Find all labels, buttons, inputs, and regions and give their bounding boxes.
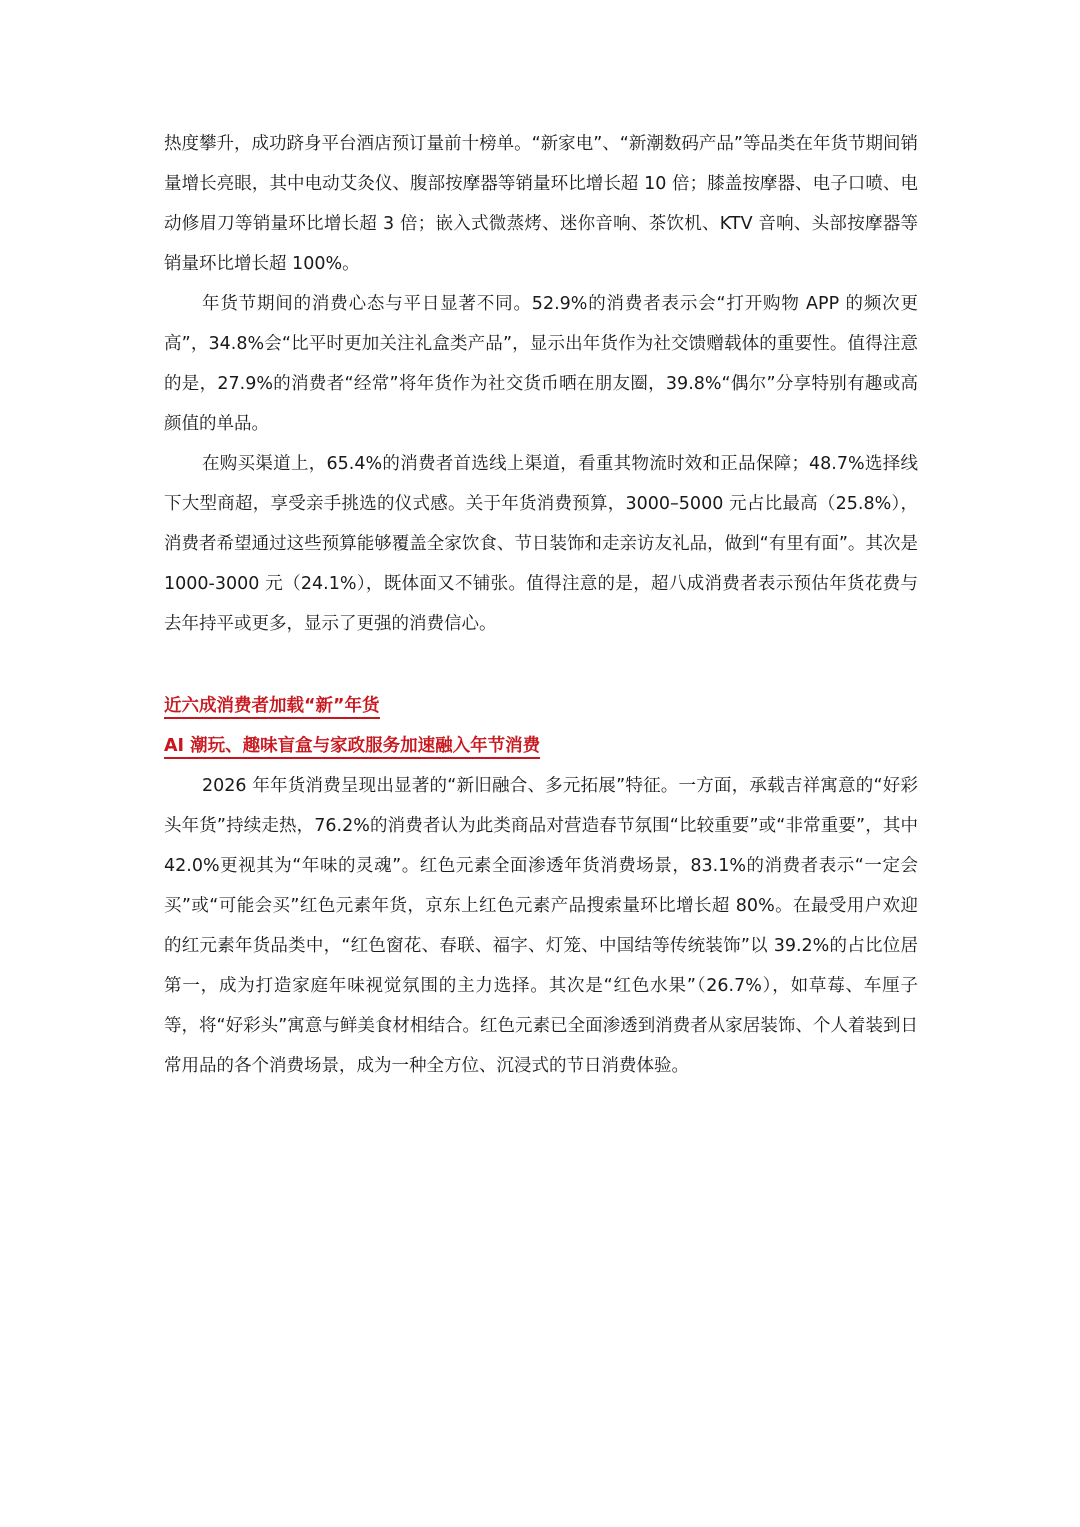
article-body [164,124,918,1086]
paragraph-new-year-goods-trend: 2026 年年货消费呈现出显著的“新旧融合、多元拓展”特征。一方面，承载吉祥寓意的“好彩头年货”持续走热，76.2%的消费者认为此类商品对营造春节氛围“比较重要”或“非常重要”，其中 42.0%更视其为“年味的灵魂”。红色元素全面渗透年货消费场景，83.1%的消费者表示“一定会买”或“可能会买”红色元素年货，京东上红色元素产品搜索量环比增长超 80%。在最受用户欢迎的红元素年货品类中，“红色窗花、春联、福字、灯笼、中国结等传统装饰”以 39.2%的占比位居第一，成为打造家庭年味视觉氛围的主力选择。其次是“红色水果”（26.7%），如草莓、车厘子等，将“好彩头”寓意与鲜美食材相结合。红色元素已全面渗透到消费者从家居装饰、个人着装到日常用品的各个消费场景，成为一种全方位、沉浸式的节日消费体验。 [164,776,918,1076]
paragraph-continued: 热度攀升，成功跻身平台酒店预订量前十榜单。“新家电”、“新潮数码产品”等品类在年货节期间销量增长亮眼，其中电动艾灸仪、腹部按摩器等销量环比增长超 10 倍；膝盖按摩器、电子口喷、电动修眉刀等销量环比增长超 3 倍；嵌入式微蒸烤、迷你音响、茶饮机、KTV 音响、头部按摩器等销量环比增长超 100%。 [164,134,918,274]
section-heading-block [164,686,918,766]
section-heading-primary-text: 近六成消费者加载“新”年货 [164,696,380,719]
section-heading-secondary-text: AI 潮玩、趣味盲盒与家政服务加速融入年节消费 [164,736,540,759]
section-heading-primary [164,686,918,726]
paragraph-consumer-mindset: 年货节期间的消费心态与平日显著不同。52.9%的消费者表示会“打开购物 APP 的频次更高”，34.8%会“比平时更加关注礼盒类产品”，显示出年货作为社交馈赠载体的重要性。值得注意的是，27.9%的消费者“经常”将年货作为社交货币晒在朋友圈，39.8%“偶尔”分享特别有趣或高颜值的单品。 [164,294,918,434]
paragraph-purchase-channels: 在购买渠道上，65.4%的消费者首选线上渠道，看重其物流时效和正品保障；48.7%选择线下大型商超，享受亲手挑选的仪式感。关于年货消费预算，3000–5000 元占比最高（25.8%），消费者希望通过这些预算能够覆盖全家饮食、节日装饰和走亲访友礼品，做到“有里有面”。其次是 1000-3000 元（24.1%），既体面又不铺张。值得注意的是，超八成消费者表示预估年货花费与去年持平或更多，显示了更强的消费信心。 [164,454,918,634]
section-heading-secondary [164,726,918,766]
